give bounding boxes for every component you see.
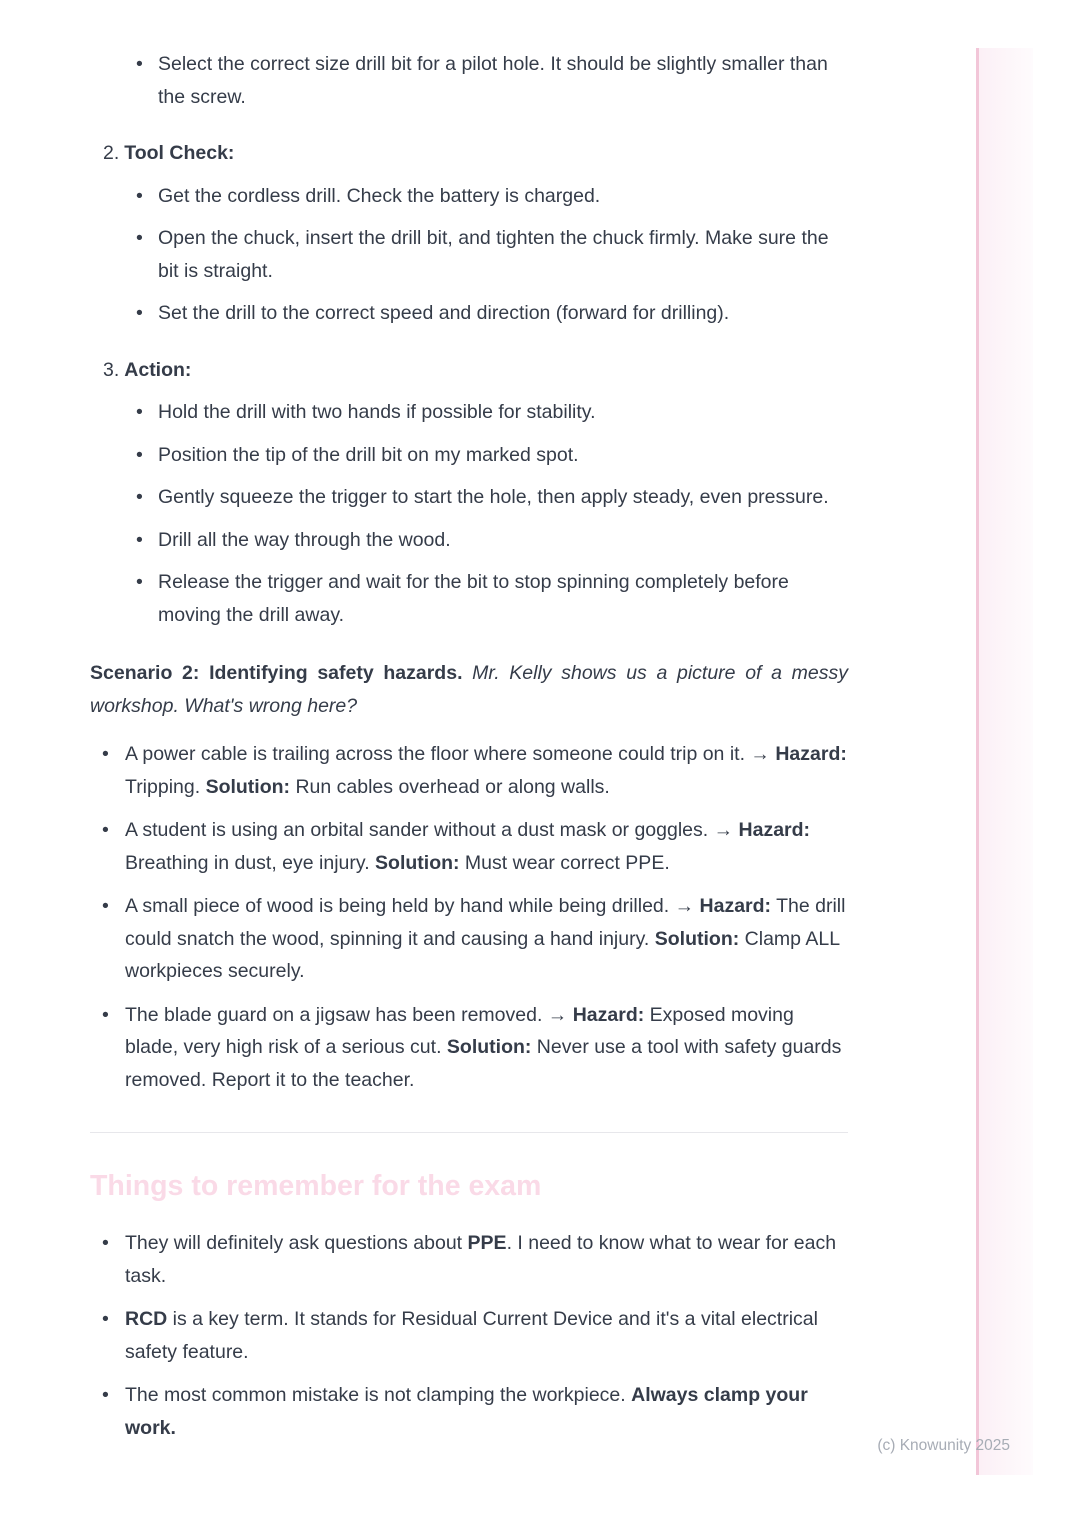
hazard-text: Breathing in dust, eye injury. <box>125 851 376 874</box>
solution-label: Solution: <box>446 1036 532 1058</box>
hazard-lead: A small piece of wood is being held by hand while being drilled. → <box>125 895 700 917</box>
exam-list <box>90 1227 848 1444</box>
scenario-description: Mr. Kelly shows us a picture of a messy workshop. What's wrong here? <box>90 662 849 717</box>
solution-text: Must wear correct PPE. <box>459 851 670 874</box>
page-edge-accent-wash <box>979 48 1033 1475</box>
section-number: 3. <box>103 358 120 381</box>
numbered-section-tool-check <box>90 137 848 330</box>
hazard-lead: A power cable is trailing across the floor where someone could trip on it. → <box>125 743 776 765</box>
hazard-text: Exposed moving blade, very high risk of a serious cut. <box>125 1003 794 1058</box>
hazard-label: Hazard: <box>699 895 772 917</box>
list-item: • Position the tip of the drill bit on my marked spot. <box>90 439 848 472</box>
solution-text: Never use a tool with safety guards removed. Report it to the teacher. <box>125 1036 842 1091</box>
list-item: • Hold the drill with two hands if possible for stability. <box>90 396 848 429</box>
hazard-label: Hazard: <box>572 1003 645 1026</box>
notes-content <box>90 48 848 1444</box>
hazard-label: Hazard: <box>775 743 847 765</box>
exam-item-text: They will definitely ask questions about <box>125 1232 468 1254</box>
hazard-list-item <box>90 814 848 879</box>
hazard-list-item <box>90 890 848 988</box>
scenario-title: Scenario 2: Identifying safety hazards. <box>90 662 463 684</box>
hazard-lead: The blade guard on a jigsaw has been removed. → <box>125 1003 573 1026</box>
solution-text: Clamp ALL workpieces securely. <box>125 927 840 982</box>
solution-label: Solution: <box>205 775 291 798</box>
exam-list-item <box>90 1227 848 1292</box>
section-title: Action: <box>124 358 192 381</box>
hazard-text: Tripping. <box>125 775 206 798</box>
exam-item-keyterm: PPE <box>467 1232 507 1254</box>
exam-item-keyterm: RCD <box>125 1308 168 1330</box>
page-edge-accent-line <box>976 48 979 1475</box>
section-header <box>90 137 848 170</box>
hazard-list-item <box>90 999 848 1097</box>
exam-item-text: The most common mistake is not clamping the workpiece. <box>125 1384 632 1406</box>
section-divider <box>90 1132 848 1133</box>
list-item: • Drill all the way through the wood. <box>90 524 848 557</box>
exam-section-heading: Things to remember for the exam <box>90 1170 542 1202</box>
hazard-list <box>90 738 848 1096</box>
exam-item-text: . I need to know what to wear for each task. <box>125 1232 837 1287</box>
list-item-pilot-hole: • Select the correct size drill bit for a pilot hole. It should be slightly smaller than the screw. <box>90 48 848 113</box>
copyright-watermark: (c) Knowunity 2025 <box>877 1437 1010 1454</box>
list-item: • Gently squeeze the trigger to start the hole, then apply steady, even pressure. <box>90 481 848 514</box>
list-item: • Set the drill to the correct speed and direction (forward for drilling). <box>90 297 848 330</box>
section-title: Tool Check: <box>124 142 235 164</box>
hazard-text: The drill could snatch the wood, spinning it and causing a hand injury. <box>125 895 846 950</box>
hazard-lead: A student is using an orbital sander without a dust mask or goggles. → <box>125 819 739 841</box>
scenario-paragraph <box>90 657 848 722</box>
solution-label: Solution: <box>654 927 740 950</box>
exam-item-text: is a key term. It stands for Residual Current Device and it's a vital electrical safety feature. <box>125 1308 818 1363</box>
solution-label: Solution: <box>375 851 460 874</box>
list-item: • Release the trigger and wait for the bit to stop spinning completely before moving the drill away. <box>90 566 848 631</box>
exam-list-item <box>90 1379 848 1444</box>
exam-list-item <box>90 1303 848 1368</box>
list-item: • Get the cordless drill. Check the battery is charged. <box>90 180 848 213</box>
hazard-label: Hazard: <box>738 819 811 841</box>
solution-text: Run cables overhead or along walls. <box>290 775 610 798</box>
numbered-section-action <box>90 354 848 632</box>
section-number: 2. <box>103 142 120 164</box>
section-header <box>90 354 848 387</box>
exam-item-keyterm: Always clamp your work. <box>125 1384 808 1439</box>
list-item: • Open the chuck, insert the drill bit, and tighten the chuck firmly. Make sure the bit is straight. <box>90 222 848 287</box>
hazard-list-item <box>90 738 848 803</box>
